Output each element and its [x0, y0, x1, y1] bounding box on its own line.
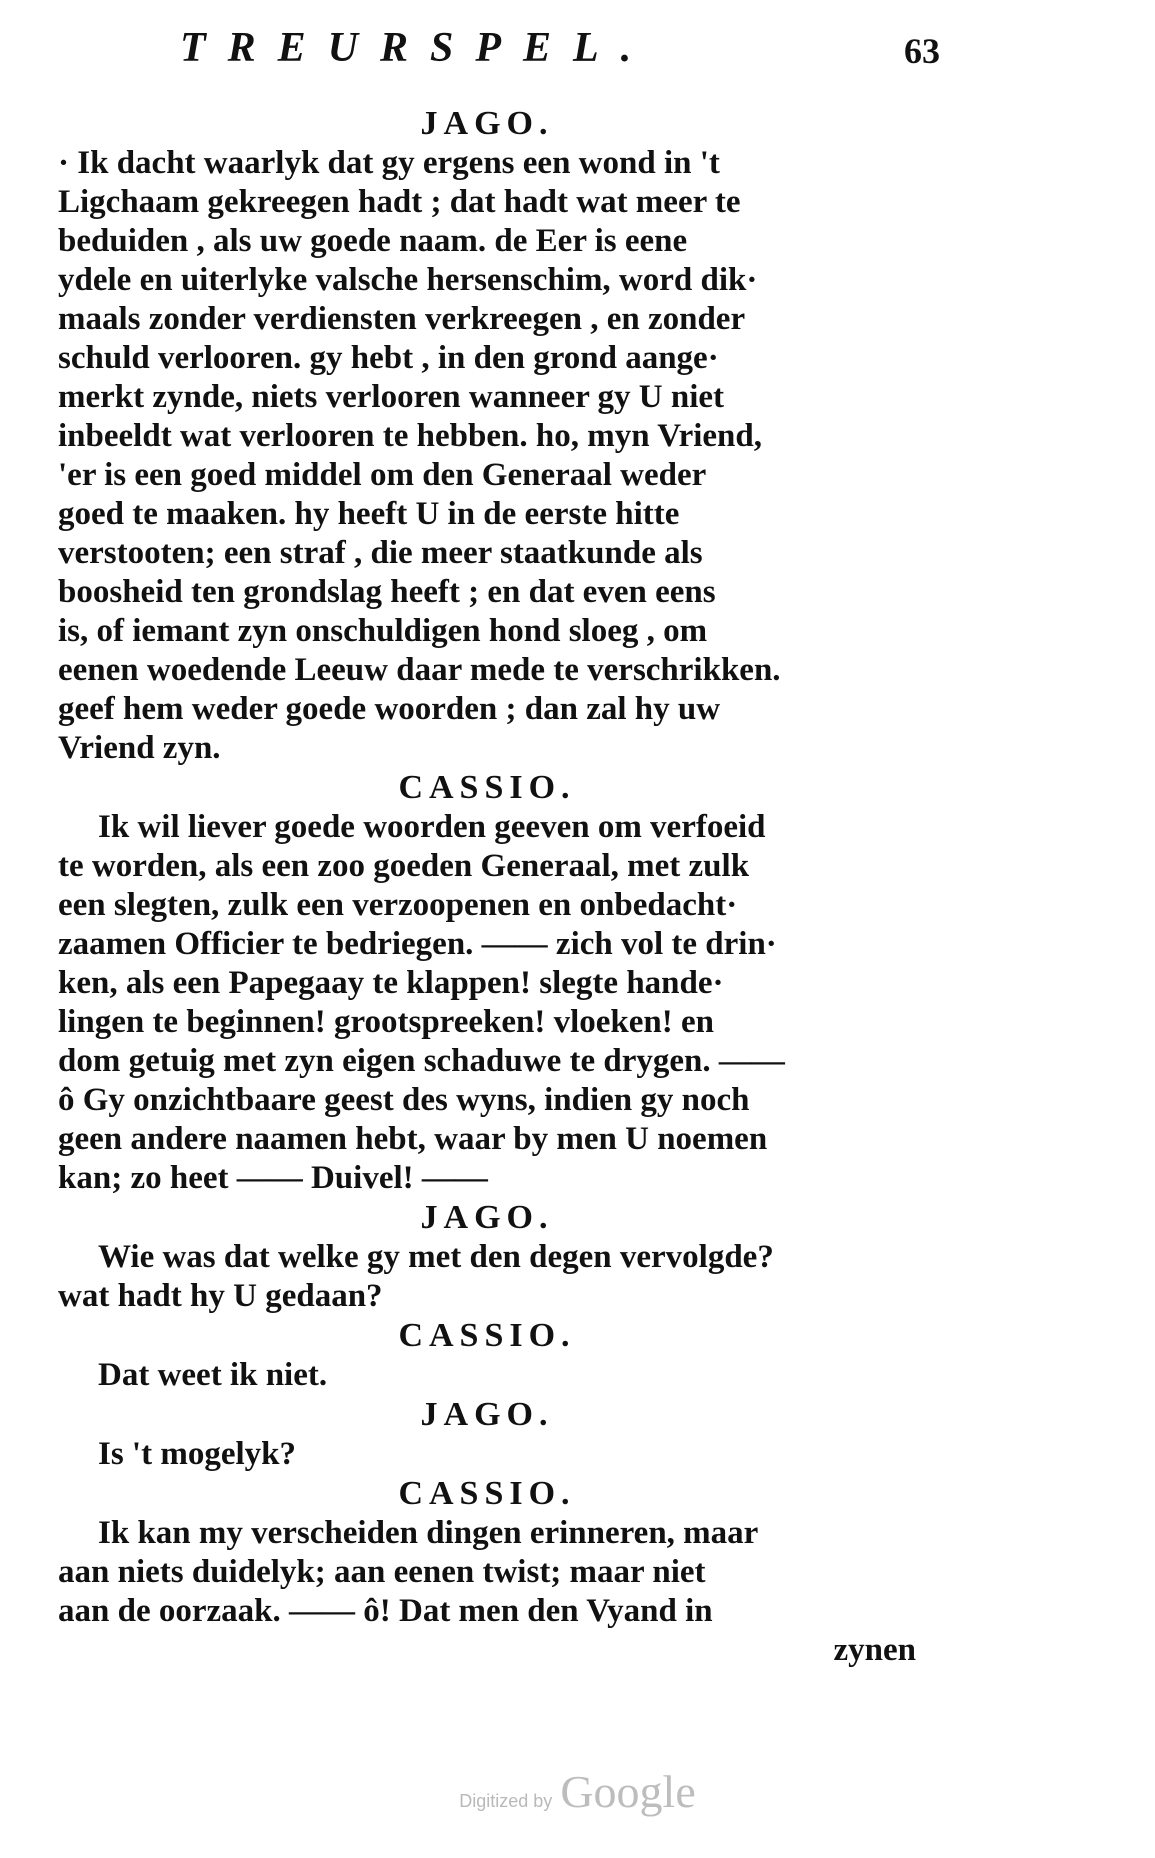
page-header	[180, 24, 940, 84]
text-line: lingen te beginnen! grootspreeken! vloeken! en	[58, 1004, 715, 1040]
text-line: Is 't mogelyk?	[98, 1436, 296, 1472]
text-line: een slegten, zulk een verzoopenen en onbedacht·	[58, 887, 738, 923]
play-text	[58, 104, 916, 1670]
text-line: te worden, als een zoo goeden Generaal, met zulk	[58, 848, 750, 884]
speaker-name: CASSIO.	[398, 1475, 576, 1512]
text-line: ô Gy onzichtbaare geest des wyns, indien gy noch	[58, 1082, 750, 1118]
text-line: wat hadt hy U gedaan?	[58, 1278, 383, 1314]
text-line: goed te maaken. hy heeft U in de eerste hitte	[58, 496, 680, 532]
text-line: ydele en uiterlyke valsche hersenschim, word dik·	[58, 262, 758, 298]
text-line: maals zonder verdiensten verkreegen , en zonder	[58, 301, 746, 337]
page-number: 63	[904, 31, 940, 71]
text-line: Dat weet ik niet.	[98, 1357, 328, 1393]
text-line: aan de oorzaak. —— ô! Dat men den Vyand in	[58, 1593, 713, 1629]
text-line: zynen	[833, 1632, 916, 1668]
text-line: Wie was dat welke gy met den degen vervolgde?	[98, 1239, 774, 1275]
google-logo: Google	[560, 1766, 696, 1817]
speaker-name: CASSIO.	[398, 1317, 576, 1354]
text-line: inbeeldt wat verlooren te hebben. ho, myn Vriend,	[58, 418, 763, 454]
digitized-footer	[0, 1765, 1155, 1818]
text-line: kan; zo heet —— Duivel! ——	[58, 1160, 488, 1196]
digitized-by-text: Digitized by	[459, 1791, 553, 1811]
text-line: Ik wil liever goede woorden geeven om verfoeid	[98, 809, 766, 845]
speaker-name: JAGO.	[420, 1396, 554, 1433]
speaker-name: CASSIO.	[398, 769, 576, 806]
text-line: Ligchaam gekreegen hadt ; dat hadt wat meer te	[58, 184, 741, 220]
text-line: verstooten; een straf , die meer staatkunde als	[58, 535, 703, 571]
text-line: beduiden , als uw goede naam. de Eer is eene	[58, 223, 688, 259]
text-line: dom getuig met zyn eigen schaduwe te drygen. ——	[58, 1043, 785, 1079]
text-line: zaamen Officier te bedriegen. —— zich vol te drin·	[58, 926, 777, 962]
text-line: is, of iemant zyn onschuldigen hond sloeg , om	[58, 613, 708, 649]
running-title: TREURSPEL.	[180, 25, 654, 71]
text-line: Vriend zyn.	[58, 730, 221, 766]
text-line: eenen woedende Leeuw daar mede te verschrikken.	[58, 652, 781, 688]
text-line: ken, als een Papegaay te klappen! slegte hande·	[58, 965, 724, 1001]
text-line: geen andere naamen hebt, waar by men U noemen	[58, 1121, 768, 1157]
speaker-name: JAGO.	[420, 1199, 554, 1236]
speaker-name: JAGO.	[420, 105, 554, 142]
text-line: geef hem weder goede woorden ; dan zal hy uw	[58, 691, 721, 727]
text-line: schuld verlooren. gy hebt , in den grond aange·	[58, 340, 719, 376]
text-line: 'er is een goed middel om den Generaal weder	[58, 457, 707, 493]
text-line: · Ik dacht waarlyk dat gy ergens een wond in 't	[58, 145, 720, 181]
text-line: merkt zynde, niets verlooren wanneer gy U niet	[58, 379, 725, 415]
text-line: boosheid ten grondslag heeft ; en dat even eens	[58, 574, 716, 610]
text-line: aan niets duidelyk; aan eenen twist; maar niet	[58, 1554, 706, 1590]
text-line: Ik kan my verscheiden dingen erinneren, maar	[98, 1515, 759, 1551]
